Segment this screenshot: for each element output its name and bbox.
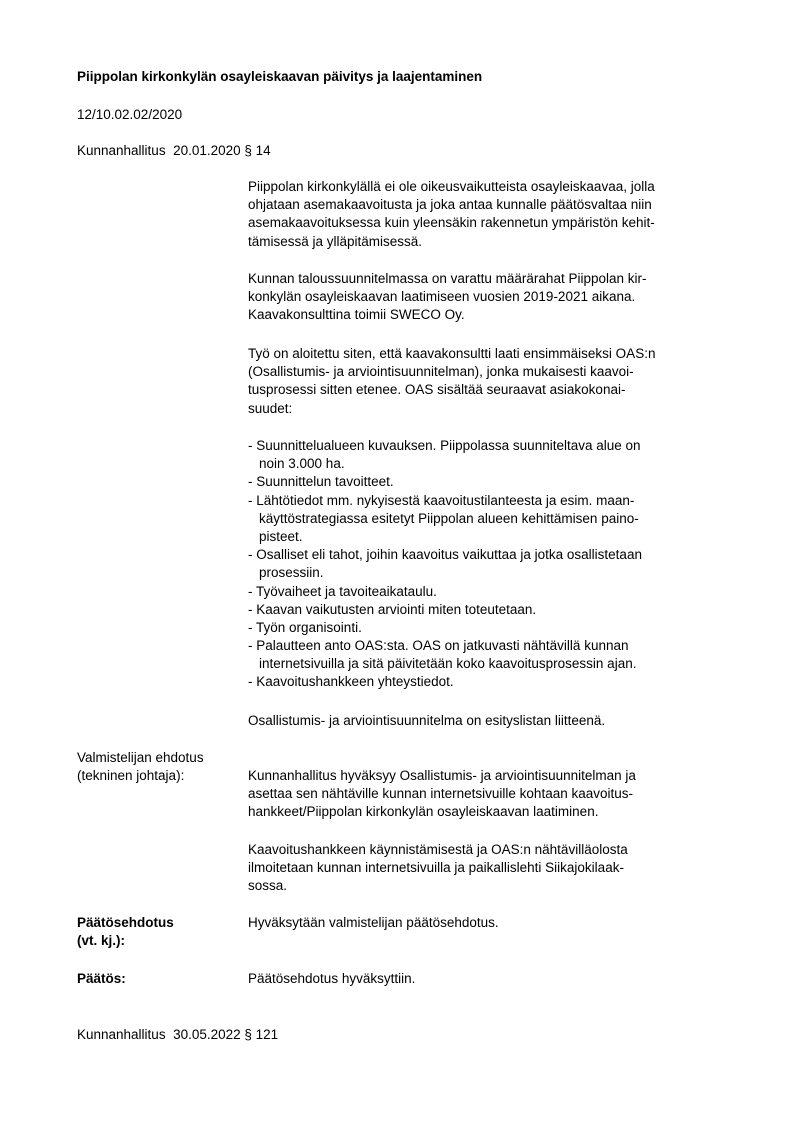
text-line: konkylän osayleiskaavan laatimiseen vuosien 2019-2021 aikana. [248, 289, 636, 305]
proposal-paragraph-2 [248, 841, 738, 896]
text-line: - Palautteen anto OAS:sta. OAS on jatkuvasti nähtävillä kunnan [248, 638, 629, 654]
text-line: (Osallistumis- ja arviointisuunnitelman), jonka mukaisesti kaavoi- [248, 364, 634, 380]
proposal-label-role: (tekninen johtaja): [77, 768, 185, 783]
meeting-heading-1: Kunnanhallitus 20.01.2020 § 14 [77, 143, 271, 158]
list-item [248, 437, 738, 473]
decision-label: Päätös: [77, 971, 126, 986]
text-line: käyttöstrategiassa esitetyt Piippolan alueen kehittämisen paino- [259, 510, 639, 526]
text-line: asemakaavoituksessa kuin yleensäkin rakennetun ympäristön kehit- [248, 215, 655, 231]
text-line: - Suunnittelualueen kuvauksen. Piippolassa suunniteltava alue on [248, 438, 641, 453]
text-line: ohjataan asemakaavoitusta ja joka antaa kunnalle päätösvaltaa niin [248, 197, 652, 213]
text-line: suudet: [248, 400, 293, 416]
meeting-heading-2: Kunnanhallitus 30.05.2022 § 121 [77, 1027, 279, 1042]
text-line: hankkeet/Piippolan kirkonkylän osayleiskaavan laatiminen. [248, 804, 599, 820]
text-line: pisteet. [259, 528, 303, 544]
paragraph-oas [248, 345, 738, 418]
list-item [248, 637, 738, 673]
decision-proposal-label: Päätösehdotus [77, 915, 174, 930]
list-item [248, 473, 738, 491]
decision-proposal-text: Hyväksytään valmistelijan päätösehdotus. [248, 915, 499, 930]
reference-number: 12/10.02.02/2020 [77, 107, 183, 122]
text-line: Työ on aloitettu siten, että kaavakonsultti laati ensimmäiseksi OAS:n [248, 346, 656, 361]
text-line: tämisessä ja ylläpitämisessä. [248, 233, 423, 249]
text-line: Kaavoitushankkeen käynnistämisestä ja OAS:n nähtävilläolosta [248, 842, 628, 857]
text-line: - Osalliset eli tahot, joihin kaavoitus vaikuttaa ja jotka osallistetaan [248, 547, 642, 563]
text-line: - Kaavan vaikutusten arviointi miten toteutetaan. [248, 601, 537, 617]
list-item [248, 583, 738, 601]
list-item [248, 546, 738, 582]
proposal-paragraph-1 [248, 767, 738, 822]
text-line: - Kaavoitushankkeen yhteystiedot. [248, 674, 454, 690]
text-line: Kunnanhallitus hyväksyy Osallistumis- ja arviointisuunnitelman ja [248, 768, 636, 783]
text-line: ilmoitetaan kunnan internetsivuilla ja paikallislehti Siikajokilaak- [248, 860, 624, 876]
document-title: Piippolan kirkonkylän osayleiskaavan päivitys ja laajentaminen [77, 69, 483, 84]
text-line: Piippolan kirkonkylällä ei ole oikeusvaikutteista osayleiskaavaa, jolla [248, 179, 655, 194]
text-line: tusprosessi sitten etenee. OAS sisältää seuraavat asiakokonai- [248, 382, 626, 398]
paragraph-background [248, 178, 738, 251]
list-item [248, 601, 738, 619]
text-line: - Suunnittelun tavoitteet. [248, 474, 394, 490]
list-item [248, 492, 738, 547]
attachment-note: Osallistumis- ja arviointisuunnitelma on esityslistan liitteenä. [248, 713, 606, 728]
text-line: Kunnan taloussuunnitelmassa on varattu määrärahat Piippolan kir- [248, 271, 647, 286]
list-item [248, 673, 738, 691]
text-line: - Lähtötiedot mm. nykyisestä kaavoitustilanteesta ja esim. maan- [248, 492, 635, 508]
paragraph-budget [248, 270, 738, 325]
text-line: - Työvaiheet ja tavoiteaikataulu. [248, 583, 437, 599]
text-line: noin 3.000 ha. [259, 456, 345, 472]
decision-text: Päätösehdotus hyväksyttiin. [248, 971, 416, 986]
oas-contents-list [248, 437, 738, 692]
decision-proposal-role: (vt. kj.): [77, 933, 126, 948]
text-line: Kaavakonsulttina toimii SWECO Oy. [248, 307, 465, 323]
proposal-label: Valmistelijan ehdotus [77, 750, 204, 765]
text-line: internetsivuilla ja sitä päivitetään koko kaavoitusprosessin ajan. [259, 656, 637, 672]
text-line: asettaa sen nähtäville kunnan internetsivuille kohtaan kaavoitus- [248, 786, 633, 802]
list-item [248, 619, 738, 637]
text-line: prosessiin. [259, 565, 324, 581]
text-line: - Työn organisointi. [248, 619, 362, 635]
text-line: sossa. [248, 878, 288, 894]
